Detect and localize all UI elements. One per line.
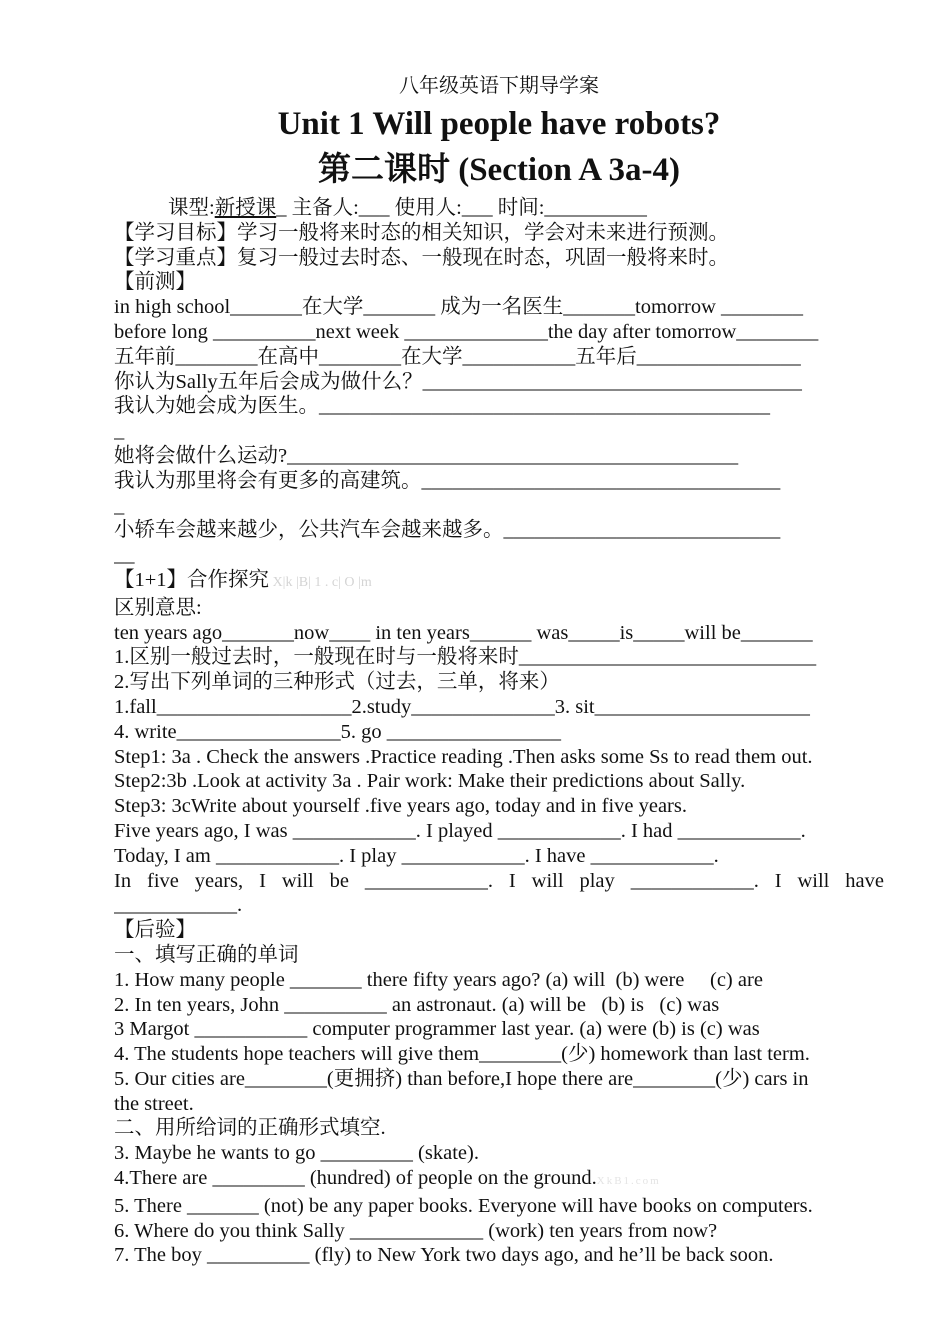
cooperation-line: Step1: 3a . Check the answers .Practice reading .Then asks some Ss to read them out. [114, 745, 813, 768]
pretest-line: 我认为那里将会有更多的高建筑。___________________________________ [114, 469, 781, 492]
section2-title: 二、用所给词的正确形式填空. [114, 1117, 386, 1140]
exercise-line [114, 1166, 884, 1194]
meta-type-value: 新授课 [214, 197, 277, 219]
pretest-line: __ [114, 544, 135, 567]
lesson-meta [114, 196, 884, 221]
exercise-line: 5. There _______ (not) be any paper books. Everyone will have books on computers. [114, 1194, 813, 1217]
lesson-title: 第二课时 (Section A 3a-4) [317, 152, 681, 188]
cooperation-line: ten years ago_______now____ in ten years______ was_____is_____will be_______ [114, 621, 813, 644]
cooperation-line: Step2:3b .Look at activity 3a . Pair work: Make their predictions about Sally. [114, 770, 746, 793]
pretest-line: in high school_______在大学_______ 成为一名医生_______tomorrow ________ [114, 296, 804, 319]
pretest-line: before long __________next week ______________the day after tomorrow________ [114, 320, 819, 343]
cooperation-line: Today, I am ____________. I play ____________. I have ____________. [114, 844, 719, 867]
cooperation-line: 1.fall___________________2.study______________3. sit_____________________ [114, 695, 810, 718]
cooperation-line: 4. write________________5. go _________________ [114, 720, 561, 743]
exercise-line: 5. Our cities are________(更拥挤) than before,I hope there are________(少) cars in [114, 1067, 809, 1090]
pretest-heading: 【前测】 [114, 271, 196, 294]
section1-list [114, 968, 884, 1117]
exercise-line: 2. In ten years, John __________ an astronaut. (a) will be (b) is (c) was [114, 993, 720, 1016]
exercise-line: 4. The students hope teachers will give them________(少) homework than last term. [114, 1043, 810, 1066]
exercise-line: 3. Maybe he wants to go _________ (skate). [114, 1142, 479, 1165]
exercise-line: the street. [114, 1092, 194, 1115]
pretest-section [114, 295, 884, 568]
cooperation-line: Step3: 3cWrite about yourself .five years ago, today and in five years. [114, 795, 687, 818]
cooperation-heading [114, 568, 884, 596]
watermark-text: X|k |B| 1 . c| O |m [269, 574, 372, 590]
exercise-text: 4.There are _________ (hundred) of people on the ground. [114, 1167, 597, 1190]
exercise-line: 3 Margot ___________ computer programmer last year. (a) were (b) is (c) was [114, 1018, 760, 1041]
pretest-line: 她将会做什么运动?____________________________________________ [114, 444, 739, 467]
section2-list [114, 1141, 884, 1268]
cooperation-line: 2.写出下列单词的三种形式（过去，三单，将来） [114, 671, 560, 694]
pretest-line: 小轿车会越来越少，公共汽车会越来越多。___________________________ [114, 519, 781, 542]
unit-title: Unit 1 Will people have robots? [277, 106, 721, 142]
cooperation-line: In five years, I will be ____________. I will play ____________. I will have [114, 869, 884, 892]
pretest-line: 五年前________在高中________在大学___________五年后________________ [114, 345, 801, 368]
exercise-line: 7. The boy __________ (fly) to New York two days ago, and he’ll be back soon. [114, 1244, 774, 1267]
posttest-heading: 【后验】 [114, 919, 196, 942]
page-header: 八年级英语下期导学案 [399, 75, 599, 97]
pretest-line: _ [114, 420, 125, 443]
meta-type-label: 课型: [168, 197, 215, 219]
cooperation-line: 区别意思: [114, 596, 202, 619]
pretest-line: _ [114, 494, 125, 517]
cooperation-line: Five years ago, I was ____________. I played ____________. I had ____________. [114, 819, 806, 842]
cooperation-line: ____________. [114, 894, 243, 917]
meta-rest: _ 主备人:___ 使用人:___ 时间:__________ [276, 197, 647, 219]
worksheet-page [114, 72, 884, 1268]
cooperation-section [114, 596, 884, 918]
cooperation-line: 1.区别一般过去时，一般现在时与一般将来时_____________________________ [114, 646, 817, 669]
pretest-line: 你认为Sally五年后会成为做什么？_____________________________________ [114, 370, 802, 393]
exercise-line: 1. How many people _______ there fifty years ago? (a) will (b) were (c) are [114, 968, 763, 991]
exercise-line: 6. Where do you think Sally _____________ (work) ten years from now? [114, 1219, 718, 1242]
pretest-line: 我认为她会成为医生。____________________________________________ [114, 395, 770, 418]
learning-goals: 【学习目标】学习一般将来时态的相关知识，学会对未来进行预测。 [114, 221, 729, 244]
cooperation-heading-text: 【1+1】合作探究 [114, 568, 270, 591]
watermark-text: XkB1.com [596, 1175, 661, 1188]
section1-title: 一、填写正确的单词 [114, 943, 299, 966]
learning-focus: 【学习重点】复习一般过去时态、一般现在时态，巩固一般将来时。 [114, 246, 729, 269]
